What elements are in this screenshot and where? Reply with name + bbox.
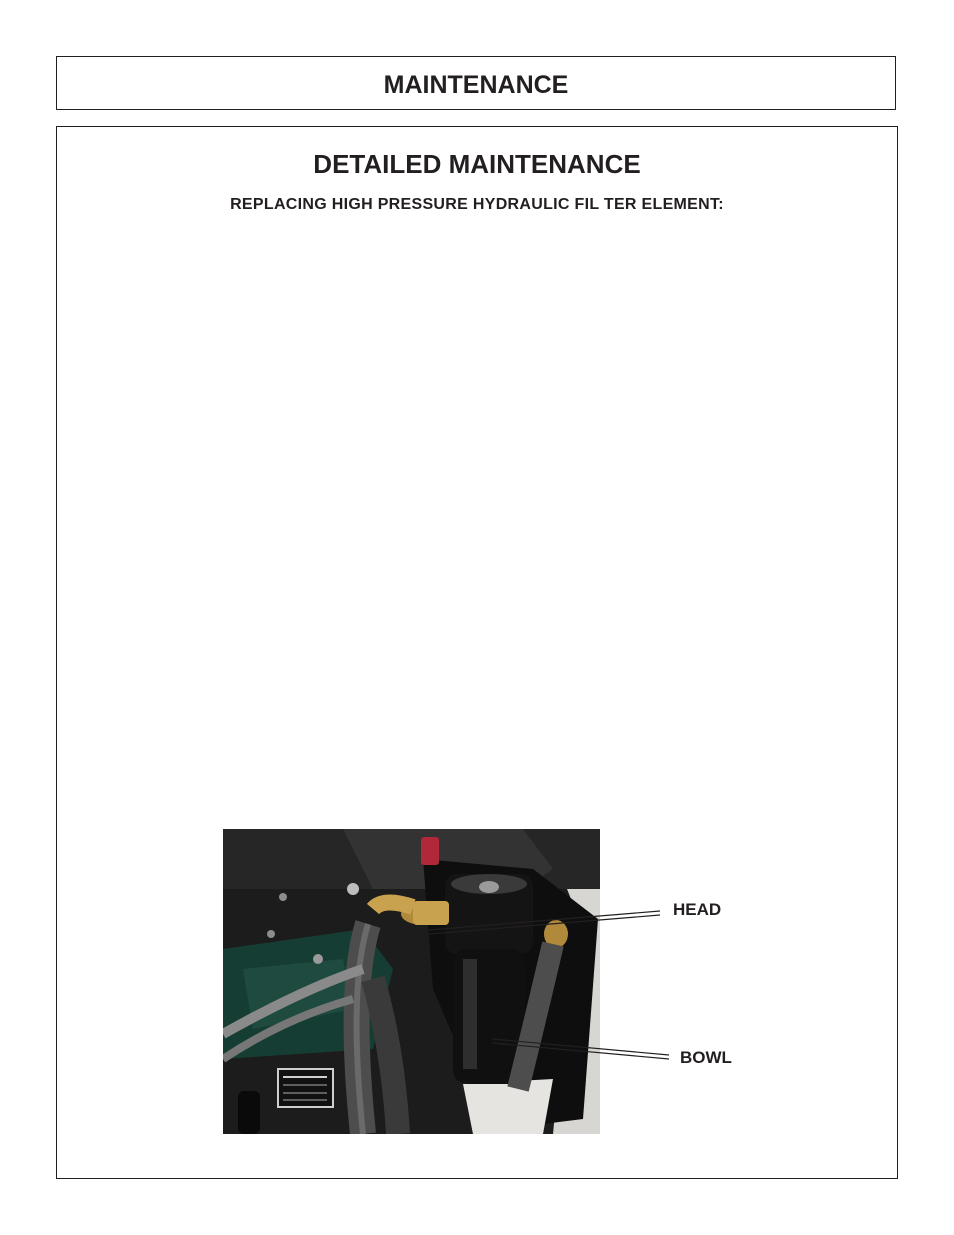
main-content-box <box>56 126 898 1179</box>
section-title: DETAILED MAINTENANCE <box>313 149 641 179</box>
callout-head-label: HEAD <box>673 900 722 919</box>
hydraulic-filter-photo <box>223 829 600 1134</box>
page-header-title: MAINTENANCE <box>383 71 569 99</box>
filter-photo-illustration <box>223 829 600 1134</box>
section-subtitle: REPLACING HIGH PRESSURE HYDRAULIC FIL TER ELEMENT: <box>230 196 724 213</box>
header-box <box>56 56 896 110</box>
callout-bowl-label: BOWL <box>680 1048 732 1067</box>
